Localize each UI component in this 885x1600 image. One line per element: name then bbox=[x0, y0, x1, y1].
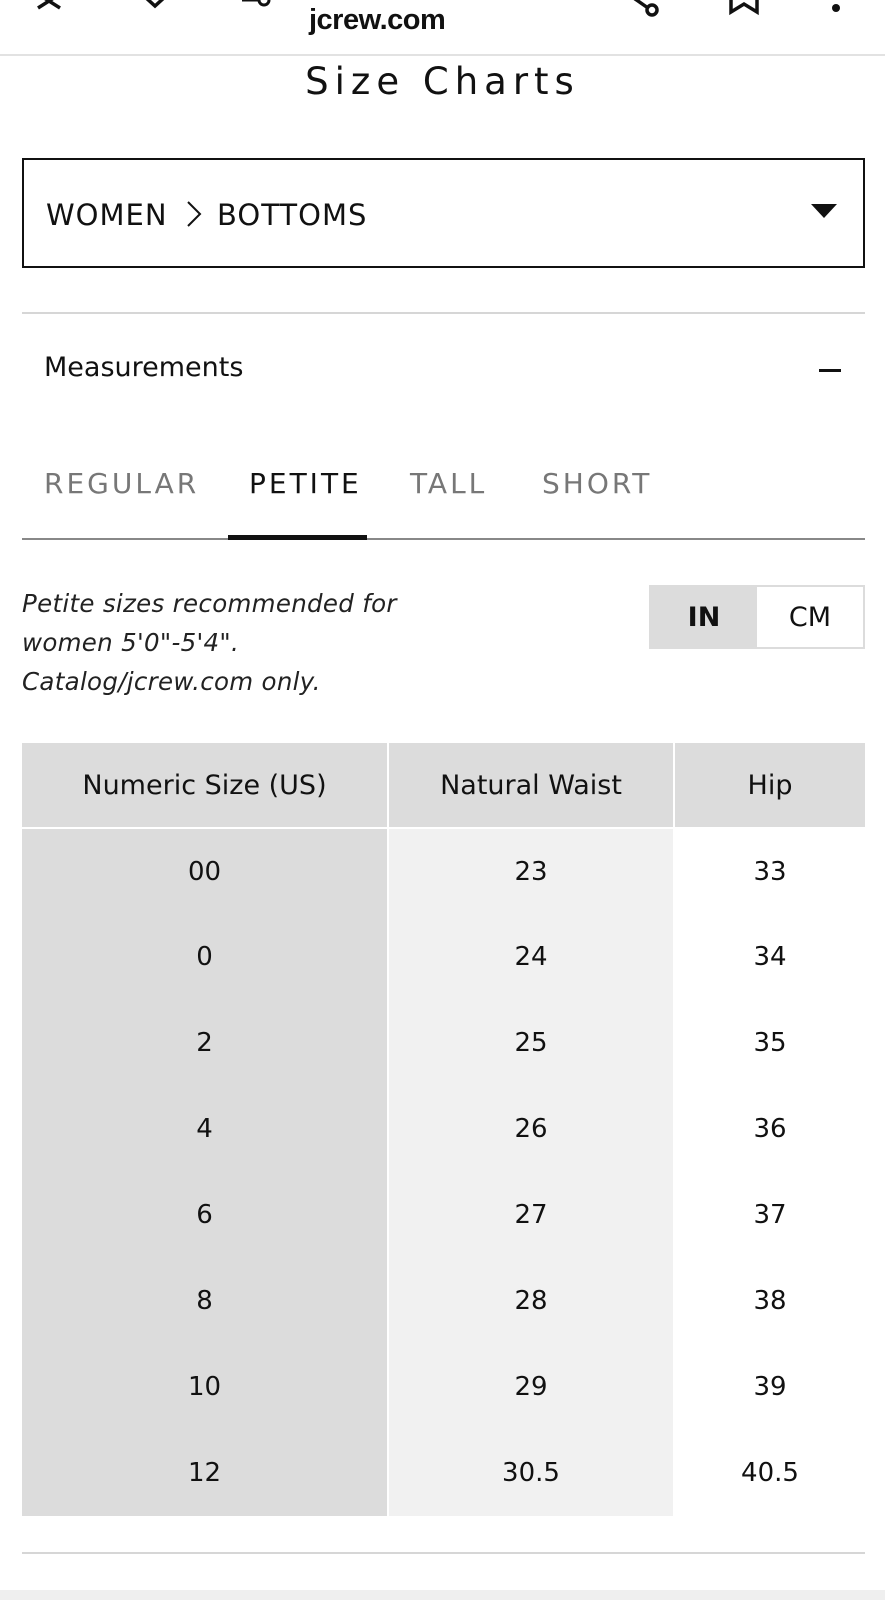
cell-hip: 39 bbox=[674, 1344, 865, 1430]
cell-hip: 38 bbox=[674, 1258, 865, 1344]
unit-centimeters-button[interactable]: CM bbox=[788, 601, 832, 633]
cell-size: 12 bbox=[22, 1430, 388, 1516]
active-tab-indicator bbox=[228, 535, 367, 540]
table-header-row bbox=[22, 743, 865, 828]
cell-size: 10 bbox=[22, 1344, 388, 1430]
table-row bbox=[22, 1258, 865, 1344]
tune-icon[interactable] bbox=[240, 0, 276, 14]
cell-size: 00 bbox=[22, 828, 388, 914]
cell-waist: 26 bbox=[388, 1086, 674, 1172]
cell-size: 2 bbox=[22, 1000, 388, 1086]
table-row bbox=[22, 1172, 865, 1258]
header-hip: Hip bbox=[674, 743, 865, 828]
close-icon[interactable] bbox=[34, 0, 68, 16]
page-title: Size Charts bbox=[305, 60, 580, 103]
measurements-accordion-header[interactable] bbox=[22, 340, 865, 400]
size-chart-table bbox=[22, 743, 865, 1516]
table-row bbox=[22, 1000, 865, 1086]
table-row bbox=[22, 1344, 865, 1430]
cell-waist: 30.5 bbox=[388, 1430, 674, 1516]
category-level2: BOTTOMS bbox=[217, 198, 368, 232]
cell-waist: 29 bbox=[388, 1344, 674, 1430]
table-row bbox=[22, 1086, 865, 1172]
table-row bbox=[22, 1430, 865, 1516]
cell-hip: 40.5 bbox=[674, 1430, 865, 1516]
share-icon[interactable] bbox=[622, 0, 662, 18]
cell-waist: 24 bbox=[388, 914, 674, 1000]
fit-tabs bbox=[22, 455, 865, 540]
dropdown-caret-icon bbox=[811, 204, 837, 218]
browser-toolbar bbox=[0, 0, 885, 56]
table-row bbox=[22, 914, 865, 1000]
bookmark-icon[interactable] bbox=[728, 0, 760, 18]
minus-icon[interactable] bbox=[819, 369, 841, 372]
header-numeric-size: Numeric Size (US) bbox=[22, 743, 388, 828]
unit-inches-button[interactable]: IN bbox=[651, 587, 757, 647]
cell-hip: 33 bbox=[674, 828, 865, 914]
address-bar-url[interactable]: jcrew.com bbox=[309, 4, 446, 36]
tab-tall[interactable]: TALL bbox=[410, 467, 488, 500]
more-options-icon[interactable] bbox=[826, 0, 846, 18]
category-dropdown[interactable] bbox=[22, 158, 865, 268]
cell-hip: 37 bbox=[674, 1172, 865, 1258]
measurements-title: Measurements bbox=[44, 352, 244, 383]
breadcrumb-chevron-right-icon bbox=[184, 198, 204, 230]
cell-size: 0 bbox=[22, 914, 388, 1000]
section-divider bbox=[22, 1552, 865, 1554]
chevron-down-icon[interactable] bbox=[140, 0, 170, 14]
tab-petite[interactable]: PETITE bbox=[249, 467, 362, 500]
fit-note-line: women 5'0"-5'4". bbox=[22, 628, 240, 657]
tab-short[interactable]: SHORT bbox=[542, 467, 653, 500]
cell-size: 8 bbox=[22, 1258, 388, 1344]
cell-size: 6 bbox=[22, 1172, 388, 1258]
cell-size: 4 bbox=[22, 1086, 388, 1172]
unit-toggle bbox=[649, 585, 865, 649]
fit-note-line: Catalog/jcrew.com only. bbox=[22, 667, 321, 696]
cell-waist: 28 bbox=[388, 1258, 674, 1344]
cell-hip: 35 bbox=[674, 1000, 865, 1086]
cell-waist: 23 bbox=[388, 828, 674, 914]
cell-hip: 36 bbox=[674, 1086, 865, 1172]
bottom-edge bbox=[0, 1590, 885, 1600]
cell-hip: 34 bbox=[674, 914, 865, 1000]
table-row bbox=[22, 828, 865, 914]
category-level1: WOMEN bbox=[46, 198, 168, 232]
cell-waist: 25 bbox=[388, 1000, 674, 1086]
section-divider bbox=[22, 312, 865, 314]
header-natural-waist: Natural Waist bbox=[388, 743, 674, 828]
tab-regular[interactable]: REGULAR bbox=[44, 467, 200, 500]
cell-waist: 27 bbox=[388, 1172, 674, 1258]
fit-note bbox=[22, 584, 442, 701]
fit-note-line: Petite sizes recommended for bbox=[22, 589, 397, 618]
